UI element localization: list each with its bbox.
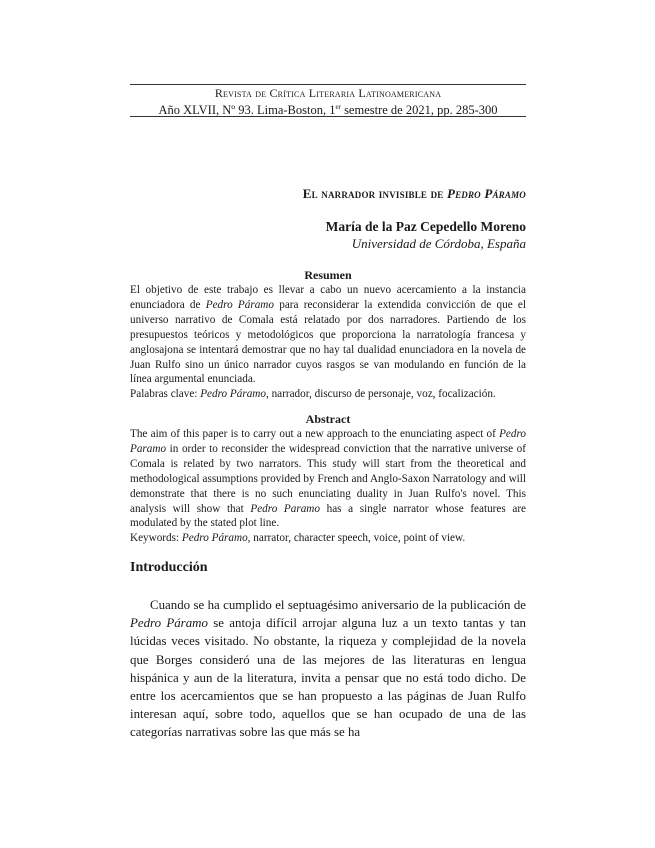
abstract-keywords-italic: Pedro Páramo bbox=[181, 532, 248, 545]
article-title bbox=[303, 186, 526, 202]
intro-text-1: Cuando se ha cumplido el septuagésimo aniversario de la publicación de bbox=[150, 598, 526, 612]
abstract-text-3: has a single narrator whose features are modulated by the stated plot line. bbox=[130, 502, 527, 530]
abstract-text-2: in order to reconsider the widespread conviction that the narrative universe of Comala is related by two narrators. This study will start from the theoretical and methodological assumptions provided by French and Anglo-Saxon Narratology and will demonstrate that there is no such enunciating duality in Juan Rulfo's novel. This analysis will show that bbox=[130, 442, 526, 515]
resumen-keywords bbox=[130, 387, 526, 402]
resumen-keywords-italic: Pedro Páramo bbox=[200, 388, 266, 401]
abstract-italic-1: Pedro Paramo bbox=[130, 428, 526, 455]
resumen-paragraph bbox=[130, 283, 526, 387]
journal-name: Revista de Crítica Literaria Latinoamericana bbox=[214, 86, 442, 100]
abstract-keywords-rest: , narrator, character speech, voice, point of view. bbox=[247, 532, 466, 545]
header-bottom-rule bbox=[130, 116, 526, 117]
issue-suffix: semestre de 2021, pp. 285-300 bbox=[340, 103, 498, 118]
title-italic: Pedro Páramo bbox=[446, 186, 526, 201]
intro-italic-1: Pedro Páramo bbox=[130, 616, 208, 631]
issue-superscript: er bbox=[335, 103, 341, 111]
abstract-keywords bbox=[130, 531, 526, 546]
abstract-text-1: The aim of this paper is to carry out a new approach to the enunciating aspect of bbox=[130, 428, 500, 440]
title-prefix: El narrador invisible de bbox=[302, 186, 447, 201]
abstract-italic-2: Pedro Paramo bbox=[250, 502, 320, 515]
introduction-paragraph bbox=[130, 596, 526, 742]
introduction-heading: Introducción bbox=[130, 560, 208, 575]
author-affiliation: Universidad de Córdoba, España bbox=[351, 236, 526, 251]
resumen-keywords-rest: , narrador, discurso de personaje, voz, focalización. bbox=[265, 388, 496, 401]
resumen-italic-1: Pedro Páramo bbox=[205, 298, 274, 311]
intro-text-2: se antoja difícil arrojar alguna luz a un texto tantas y tan lúcidas veces visitado. No obstante, la riqueza y complejidad de la novela que Borges consideró una de las mejores de las literaturas en lengua hispánica y aun de la literatura, invita a pensar que no está todo dicho. De entre los acercamientos que se han propuesto a las páginas de Juan Rulfo interesan aquí, sobre todo, aquellos que se han ocupado de una de las categorías narrativas sobre las que más se ha bbox=[130, 616, 527, 740]
resumen-text-2: para reconsiderar la extendida convicción de que el universo narrativo de Comala está relatado por dos narradores. Partiendo de los presupuestos teóricos y metodológicos que proporciona la narratología francesa y anglosajona se intentará demostrar que no hay tal dualidad enunciadora en la novela de Juan Rulfo sino un único narrador cuyos rasgos se van modulando en función de la línea argumental enunciada. bbox=[130, 298, 526, 386]
resumen-heading: Resumen bbox=[304, 268, 352, 282]
author-name: María de la Paz Cepedello Moreno bbox=[325, 219, 526, 234]
issue-prefix: Año XLVII, Nº 93. Lima-Boston, 1 bbox=[158, 103, 336, 118]
introduction-body bbox=[130, 596, 526, 742]
abstract-paragraph bbox=[130, 427, 526, 531]
resumen-body bbox=[130, 283, 526, 402]
abstract-body bbox=[130, 427, 526, 546]
abstract-keywords-label: Keywords: bbox=[130, 532, 182, 545]
resumen-keywords-label: Palabras clave: bbox=[130, 388, 201, 401]
resumen-text-1: El objetivo de este trabajo es llevar a cabo un nuevo acercamiento a la instancia enunciadora de bbox=[130, 284, 526, 311]
abstract-heading: Abstract bbox=[305, 412, 351, 426]
header-top-rule bbox=[130, 84, 526, 85]
